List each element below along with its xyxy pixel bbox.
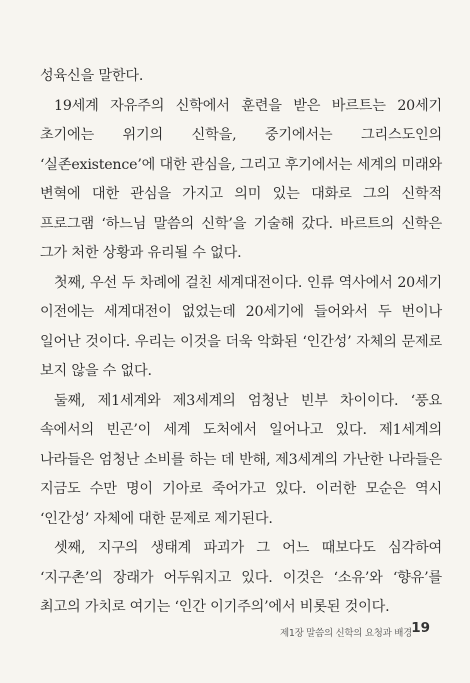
- body-text: [40, 62, 442, 623]
- paragraph-3: 첫째, 우선 두 차례에 걸친 세계대전이다. 인류 역사에서 20세기 이전에는 세계대전이 없었는데 20세기에 들어와서 두 번이나 일어난 것이다. 우리는 이것을 더욱 악화된 ‘인간성’ 자체의 문제로 보지 않을 수 없다.: [40, 274, 442, 379]
- paragraph-4: 둘째, 제1세계와 제3세계의 엄청난 빈부 차이이다. ‘풍요 속에서의 빈곤’이 세계 도처에서 일어나고 있다. 제1세계의 나라들은 엄청난 소비를 하는 데 반해, 제3세계의 가난한 나라들은 지금도 수만 명이 기아로 죽어가고 있다. 이러한 모순은 역시 ‘인간성’ 자체에 대한 문제로 제기된다.: [40, 392, 442, 527]
- paragraph-2: 19세계 자유주의 신학에서 훈련을 받은 바르트는 20세기 초기에는 위기의 신학을, 중기에서는 그리스도인의 ‘실존existence’에 대한 관심을, 그리고 후기에서는 세계의 미래와 변혁에 대한 관심을 가지고 의미 있는 대화로 그의 신학적 프로그램 ‘하느님 말씀의 신학’을 기술해 갔다. 바르트의 신학은 그가 처한 상황과 유리될 수 없다.: [40, 97, 442, 261]
- running-head: 제1장 말씀의 신학의 요청과 배경: [279, 628, 412, 639]
- page-number: 19: [411, 620, 430, 636]
- paragraph-1: 성육신을 말한다.: [40, 68, 144, 84]
- paragraph-5: 셋째, 지구의 생태계 파괴가 그 어느 때보다도 심각하여 ‘지구촌’의 장래가 어두워지고 있다. 이것은 ‘소유’와 ‘향유’를 최고의 가치로 여기는 ‘인간 이기주의’에서 비롯된 것이다.: [40, 540, 442, 615]
